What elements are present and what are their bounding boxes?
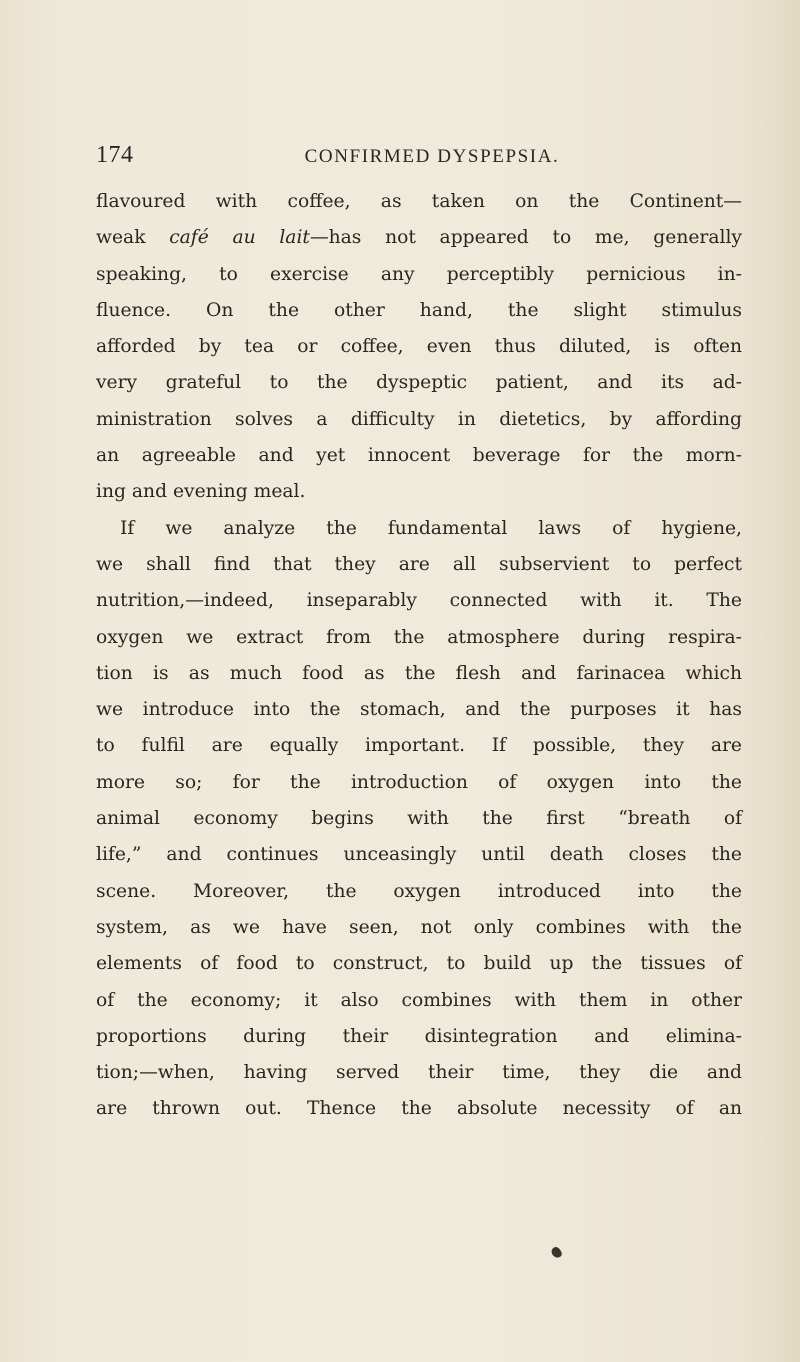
text-line: ing and evening meal. xyxy=(96,481,306,503)
text-line: of the economy; it also combines with them in other xyxy=(96,989,742,1011)
text-line: tion is as much food as the flesh and farinacea which xyxy=(96,662,742,684)
running-head: CONFIRMED DYSPEPSIA. xyxy=(304,146,560,167)
text-line: more so; for the introduction of oxygen into the xyxy=(96,771,742,793)
text-line: nutrition,—indeed, inseparably connected with it. The xyxy=(96,590,742,612)
text-line: If we analyze the fundamental laws of hygiene, xyxy=(120,517,742,539)
text-line: tion;—when, having served their time, they die and xyxy=(96,1062,742,1084)
text-line: speaking, to exercise any perceptibly pernicious in- xyxy=(96,263,742,285)
page-number: 174 xyxy=(96,142,134,168)
text-line: oxygen we extract from the atmosphere during respira- xyxy=(96,626,742,648)
page-header xyxy=(96,142,736,174)
text-line: scene. Moreover, the oxygen introduced into the xyxy=(96,880,742,902)
text-line: very grateful to the dyspeptic patient, and its ad- xyxy=(96,372,742,394)
text-line: we introduce into the stomach, and the purposes it has xyxy=(96,699,742,721)
text-line: system, as we have seen, not only combines with the xyxy=(96,916,742,938)
text-line: afforded by tea or coffee, even thus diluted, is often xyxy=(96,336,742,358)
text-line: an agreeable and yet innocent beverage for the morn- xyxy=(96,445,742,467)
text-line: elements of food to construct, to build up the tissues of xyxy=(96,953,742,975)
printer-mark xyxy=(550,1245,563,1259)
text-line: animal economy begins with the first “breath of xyxy=(96,808,742,830)
text-line: weak café au lait—has not appeared to me, generally xyxy=(96,227,742,249)
text-line: flavoured with coffee, as taken on the Continent— xyxy=(96,191,742,212)
text-line: fluence. On the other hand, the slight stimulus xyxy=(96,299,742,321)
text-line: proportions during their disintegration and elimina- xyxy=(96,1025,742,1047)
text-line: are thrown out. Thence the absolute necessity of an xyxy=(96,1098,742,1120)
text-line: life,” and continues unceasingly until death closes the xyxy=(96,844,742,866)
text-line: to fulfil are equally important. If possible, they are xyxy=(96,735,742,757)
text-line: we shall find that they are all subservient to perfect xyxy=(96,553,742,575)
body-text xyxy=(96,184,742,1128)
text-line: ministration solves a difficulty in dietetics, by affording xyxy=(96,408,742,430)
italic-phrase: café au lait xyxy=(169,227,310,249)
